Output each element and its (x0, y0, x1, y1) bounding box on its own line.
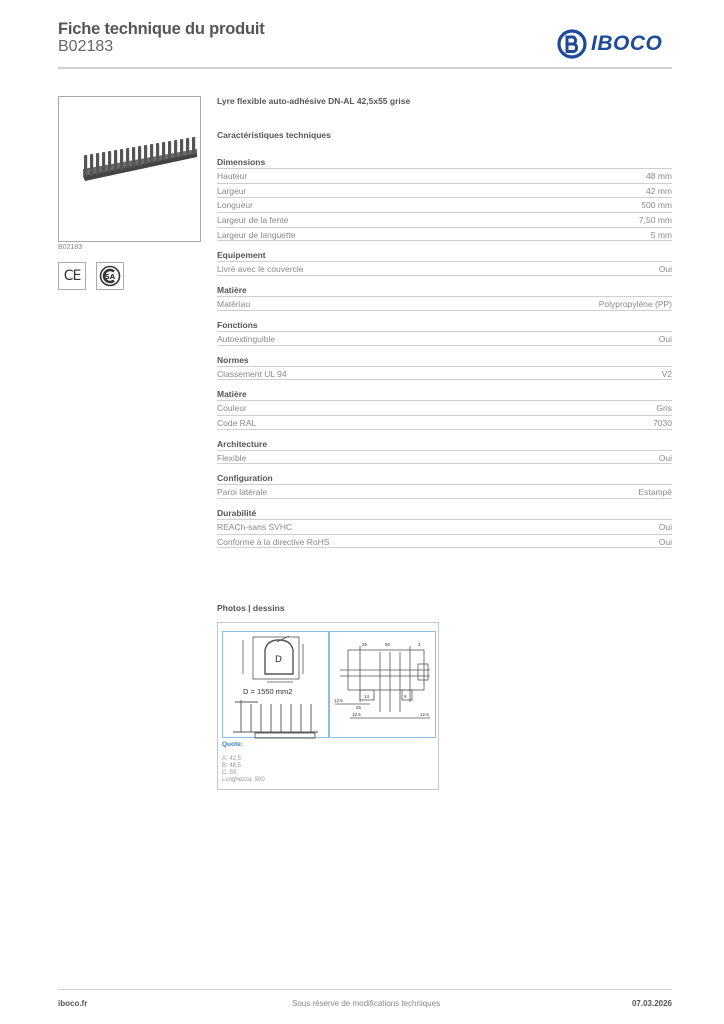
drawing-top-view (329, 631, 436, 738)
quote-line: A: 42,5 (222, 756, 242, 762)
footer-date: 07.03.2026 (631, 999, 672, 1008)
group-title: Equipement (217, 250, 266, 261)
spec-row (217, 197, 672, 212)
product-code: B02183 (58, 38, 114, 55)
svg-text:12.5: 12.5 (420, 712, 429, 717)
spec-group-fonctions (217, 319, 672, 346)
quote-title: Quote: (222, 741, 243, 748)
spec-group-durabilite (217, 507, 672, 548)
ce-certification-icon: CE (58, 262, 86, 290)
svg-text:D: D (275, 655, 282, 665)
svg-text:3: 3 (418, 642, 421, 647)
spec-label: Paroi latérale (217, 487, 268, 498)
spec-value: Gris (656, 403, 672, 414)
spec-label: Conforme à la directive RoHS (217, 536, 330, 547)
photo-caption: B02183 (58, 244, 83, 251)
spec-value: Estampé (638, 487, 672, 498)
spec-group-architecture (217, 438, 672, 465)
spec-value: 500 mm (641, 200, 672, 211)
spec-row (217, 331, 672, 346)
spec-label: Matériau (217, 299, 251, 310)
footer-website: iboco.fr (58, 999, 88, 1008)
spec-label: Largeur de languette (217, 229, 296, 240)
photos-heading: Photos | dessins (217, 603, 285, 613)
spec-value: 5 mm (650, 229, 672, 240)
group-title: Durabilité (217, 507, 257, 518)
svg-text:D = 1550 mm2: D = 1550 mm2 (243, 687, 293, 696)
spec-value: Oui (658, 536, 672, 547)
group-title: Fonctions (217, 319, 258, 330)
spec-value: Oui (658, 452, 672, 463)
spec-group-matiere (217, 284, 672, 311)
quote-line: C: 55 (222, 770, 237, 776)
svg-text:50: 50 (385, 642, 391, 647)
spec-label: Longueur (217, 200, 253, 211)
cable-duct-image (59, 97, 202, 243)
group-title: Matière (217, 389, 247, 400)
spec-row (217, 450, 672, 465)
spec-label: REACh-sans SVHC (217, 521, 293, 532)
spec-label: Code RAL (217, 417, 257, 428)
quote-line: Lunghezza: 500 (222, 777, 265, 783)
iboco-logo-icon (557, 29, 587, 59)
spec-label: Hauteur (217, 171, 248, 181)
spec-value: 42 mm (646, 185, 672, 196)
spec-value: 48 mm (646, 171, 672, 181)
spec-value: 7,50 mm (638, 215, 672, 226)
spec-group-normes (217, 354, 672, 381)
spec-row (217, 400, 672, 415)
spec-row (217, 415, 672, 430)
quote-line: B: 48,5 (222, 763, 242, 769)
brand-logo (557, 28, 675, 60)
svg-text:25: 25 (356, 705, 362, 710)
group-title: Architecture (217, 438, 268, 449)
spec-group-equipement (217, 249, 672, 276)
footer-divider (58, 989, 672, 990)
svg-text:25: 25 (362, 642, 368, 647)
spec-group-matiere-couleur (217, 388, 672, 429)
spec-row (217, 212, 672, 227)
spec-label: Largeur (217, 185, 247, 196)
svg-text:12.5: 12.5 (334, 698, 343, 703)
spec-value: Oui (658, 333, 672, 344)
specifications (217, 96, 672, 548)
spec-row (217, 519, 672, 534)
page-title: Fiche technique du produit (58, 20, 265, 38)
technical-drawing (217, 622, 439, 790)
spec-row (217, 534, 672, 549)
product-name: Lyre flexible auto-adhésive DN-AL 42,5x55 grise (217, 96, 411, 106)
spec-label: Flexible (217, 452, 247, 463)
spec-group-configuration (217, 472, 672, 499)
csa-certification-icon (96, 262, 124, 290)
spec-label: Livré avec le couvercle (217, 264, 304, 275)
spec-value: V2 (661, 368, 672, 379)
drawing-cross-section (222, 631, 329, 738)
logo-text: IBOCO (591, 32, 663, 55)
section-heading: Caractéristiques techniques (217, 130, 331, 140)
group-title: Configuration (217, 473, 273, 484)
spec-label: Classement UL 94 (217, 368, 287, 379)
spec-value: 7030 (653, 417, 672, 428)
group-title: Dimensions (217, 157, 266, 167)
spec-row (217, 183, 672, 198)
svg-text:SA: SA (104, 273, 116, 281)
spec-row (217, 227, 672, 242)
footer-disclaimer: Sous réserve de modifications techniques (292, 999, 441, 1008)
spec-row (217, 261, 672, 276)
spec-row (217, 296, 672, 311)
svg-text:6: 6 (404, 694, 407, 699)
product-photo (58, 96, 201, 242)
group-title: Matière (217, 285, 247, 296)
group-title: Normes (217, 354, 249, 365)
spec-row (217, 484, 672, 499)
spec-label: Autoextinguible (217, 333, 276, 344)
spec-group-dimensions (217, 156, 672, 241)
spec-value: Polypropylène (PP) (598, 299, 672, 310)
quote-values (222, 756, 265, 784)
svg-text:14: 14 (364, 694, 370, 699)
header-divider (58, 67, 672, 69)
svg-text:12.5: 12.5 (352, 712, 361, 717)
spec-label: Largeur de la fente (217, 215, 289, 226)
spec-row (217, 168, 672, 183)
spec-value: Oui (658, 521, 672, 532)
spec-row (217, 366, 672, 381)
spec-value: Oui (658, 264, 672, 275)
spec-label: Couleur (217, 403, 247, 414)
